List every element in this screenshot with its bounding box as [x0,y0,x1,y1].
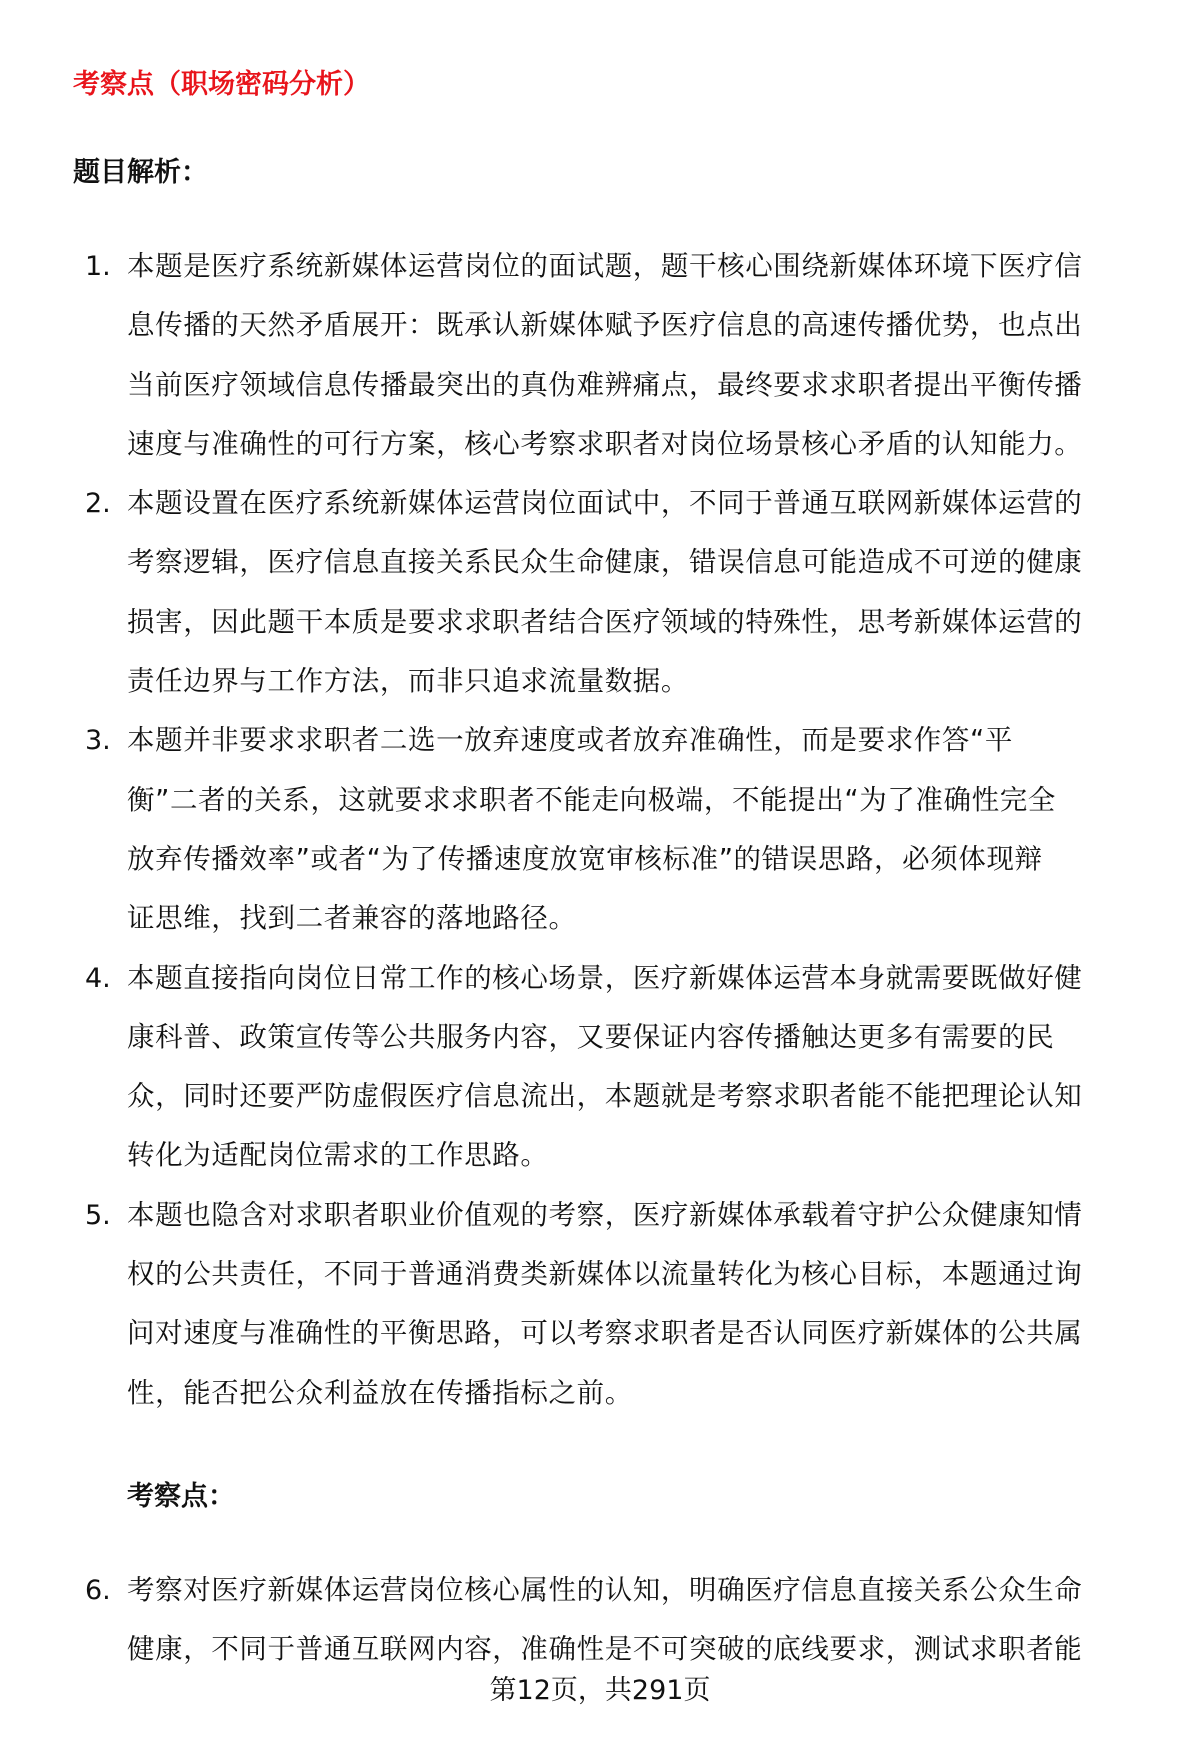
item-number: 4. [85,962,111,994]
list-item [0,711,1200,948]
item-text-line: 证思维，找到二者兼容的落地路径。 [127,902,577,935]
item-number: 2. [85,488,111,520]
item-text-line: 放弃传播效率”或者“为了传播速度放宽审核标准”的错误思路，必须体现辩 [127,842,1043,875]
item-text-line: 权的公共责任，不同于普通消费类新媒体以流量转化为核心目标，本题通过询 [127,1258,1083,1291]
item-text-line: 考察对医疗新媒体运营岗位核心属性的认知，明确医疗信息直接关系公众生命 [127,1574,1083,1606]
item-text-line: 考察逻辑，医疗信息直接关系民众生命健康，错误信息可能造成不可逆的健康 [127,546,1083,579]
item-text-line: 当前医疗领域信息传播最突出的真伪难辨痛点，最终要求求职者提出平衡传播 [127,368,1083,401]
analysis-list [0,237,1200,1423]
item-text-line: 众，同时还要严防虚假医疗信息流出，本题就是考察求职者能不能把理论认知 [127,1080,1083,1113]
item-text-line: 问对速度与准确性的平衡思路，可以考察求职者是否认同医疗新媒体的公共属 [127,1317,1083,1350]
item-text-line: 损害，因此题干本质是要求求职者结合医疗领域的特殊性，思考新媒体运营的 [127,605,1083,638]
page-title: 考察点（职场密码分析） [73,69,370,100]
item-text-line: 息传播的天然矛盾展开：既承认新媒体赋予医疗信息的高速传播优势，也点出 [127,309,1083,342]
item-text-line: 健康，不同于普通互联网内容，准确性是不可突破的底线要求，测试求职者能 [127,1633,1083,1666]
list-item [0,949,1200,1186]
item-text-line: 本题直接指向岗位日常工作的核心场景，医疗新媒体运营本身就需要既做好健 [127,961,1083,994]
list-item [0,237,1200,474]
item-number: 3. [85,725,111,757]
list-item [0,1186,1200,1423]
item-text-line: 衡”二者的关系，这就要求求职者不能走向极端，不能提出“为了准确性完全 [127,783,1056,816]
item-text-line: 本题并非要求求职者二选一放弃速度或者放弃准确性，而是要求作答“平 [127,724,1013,757]
item-number: 1. [85,251,111,282]
item-text-line: 性，能否把公众利益放在传播指标之前。 [127,1376,633,1409]
item-text-line: 康科普、政策宣传等公共服务内容，又要保证内容传播触达更多有需要的民 [127,1020,1055,1053]
item-text-line: 责任边界与工作方法，而非只追求流量数据。 [127,665,689,698]
points-list [0,1561,1200,1680]
list-item [0,1561,1200,1680]
item-text-line: 本题设置在医疗系统新媒体运营岗位面试中，不同于普通互联网新媒体运营的 [127,487,1083,520]
section-heading: 题目解析： [73,157,208,188]
item-text-line: 本题也隐含对求职者职业价值观的考察，医疗新媒体承载着守护公众健康知情 [127,1198,1083,1231]
list-item [0,474,1200,711]
item-text-line: 本题是医疗系统新媒体运营岗位的面试题，题干核心围绕新媒体环境下医疗信 [127,250,1083,282]
item-number: 5. [85,1199,111,1231]
item-text-line: 转化为适配岗位需求的工作思路。 [127,1139,549,1172]
item-number: 6. [85,1575,111,1606]
item-text-line: 速度与准确性的可行方案，核心考察求职者对岗位场景核心矛盾的认知能力。 [127,427,1083,460]
page-footer: 第12页，共291页 [489,1675,711,1706]
sub-heading: 考察点： [127,1481,235,1512]
